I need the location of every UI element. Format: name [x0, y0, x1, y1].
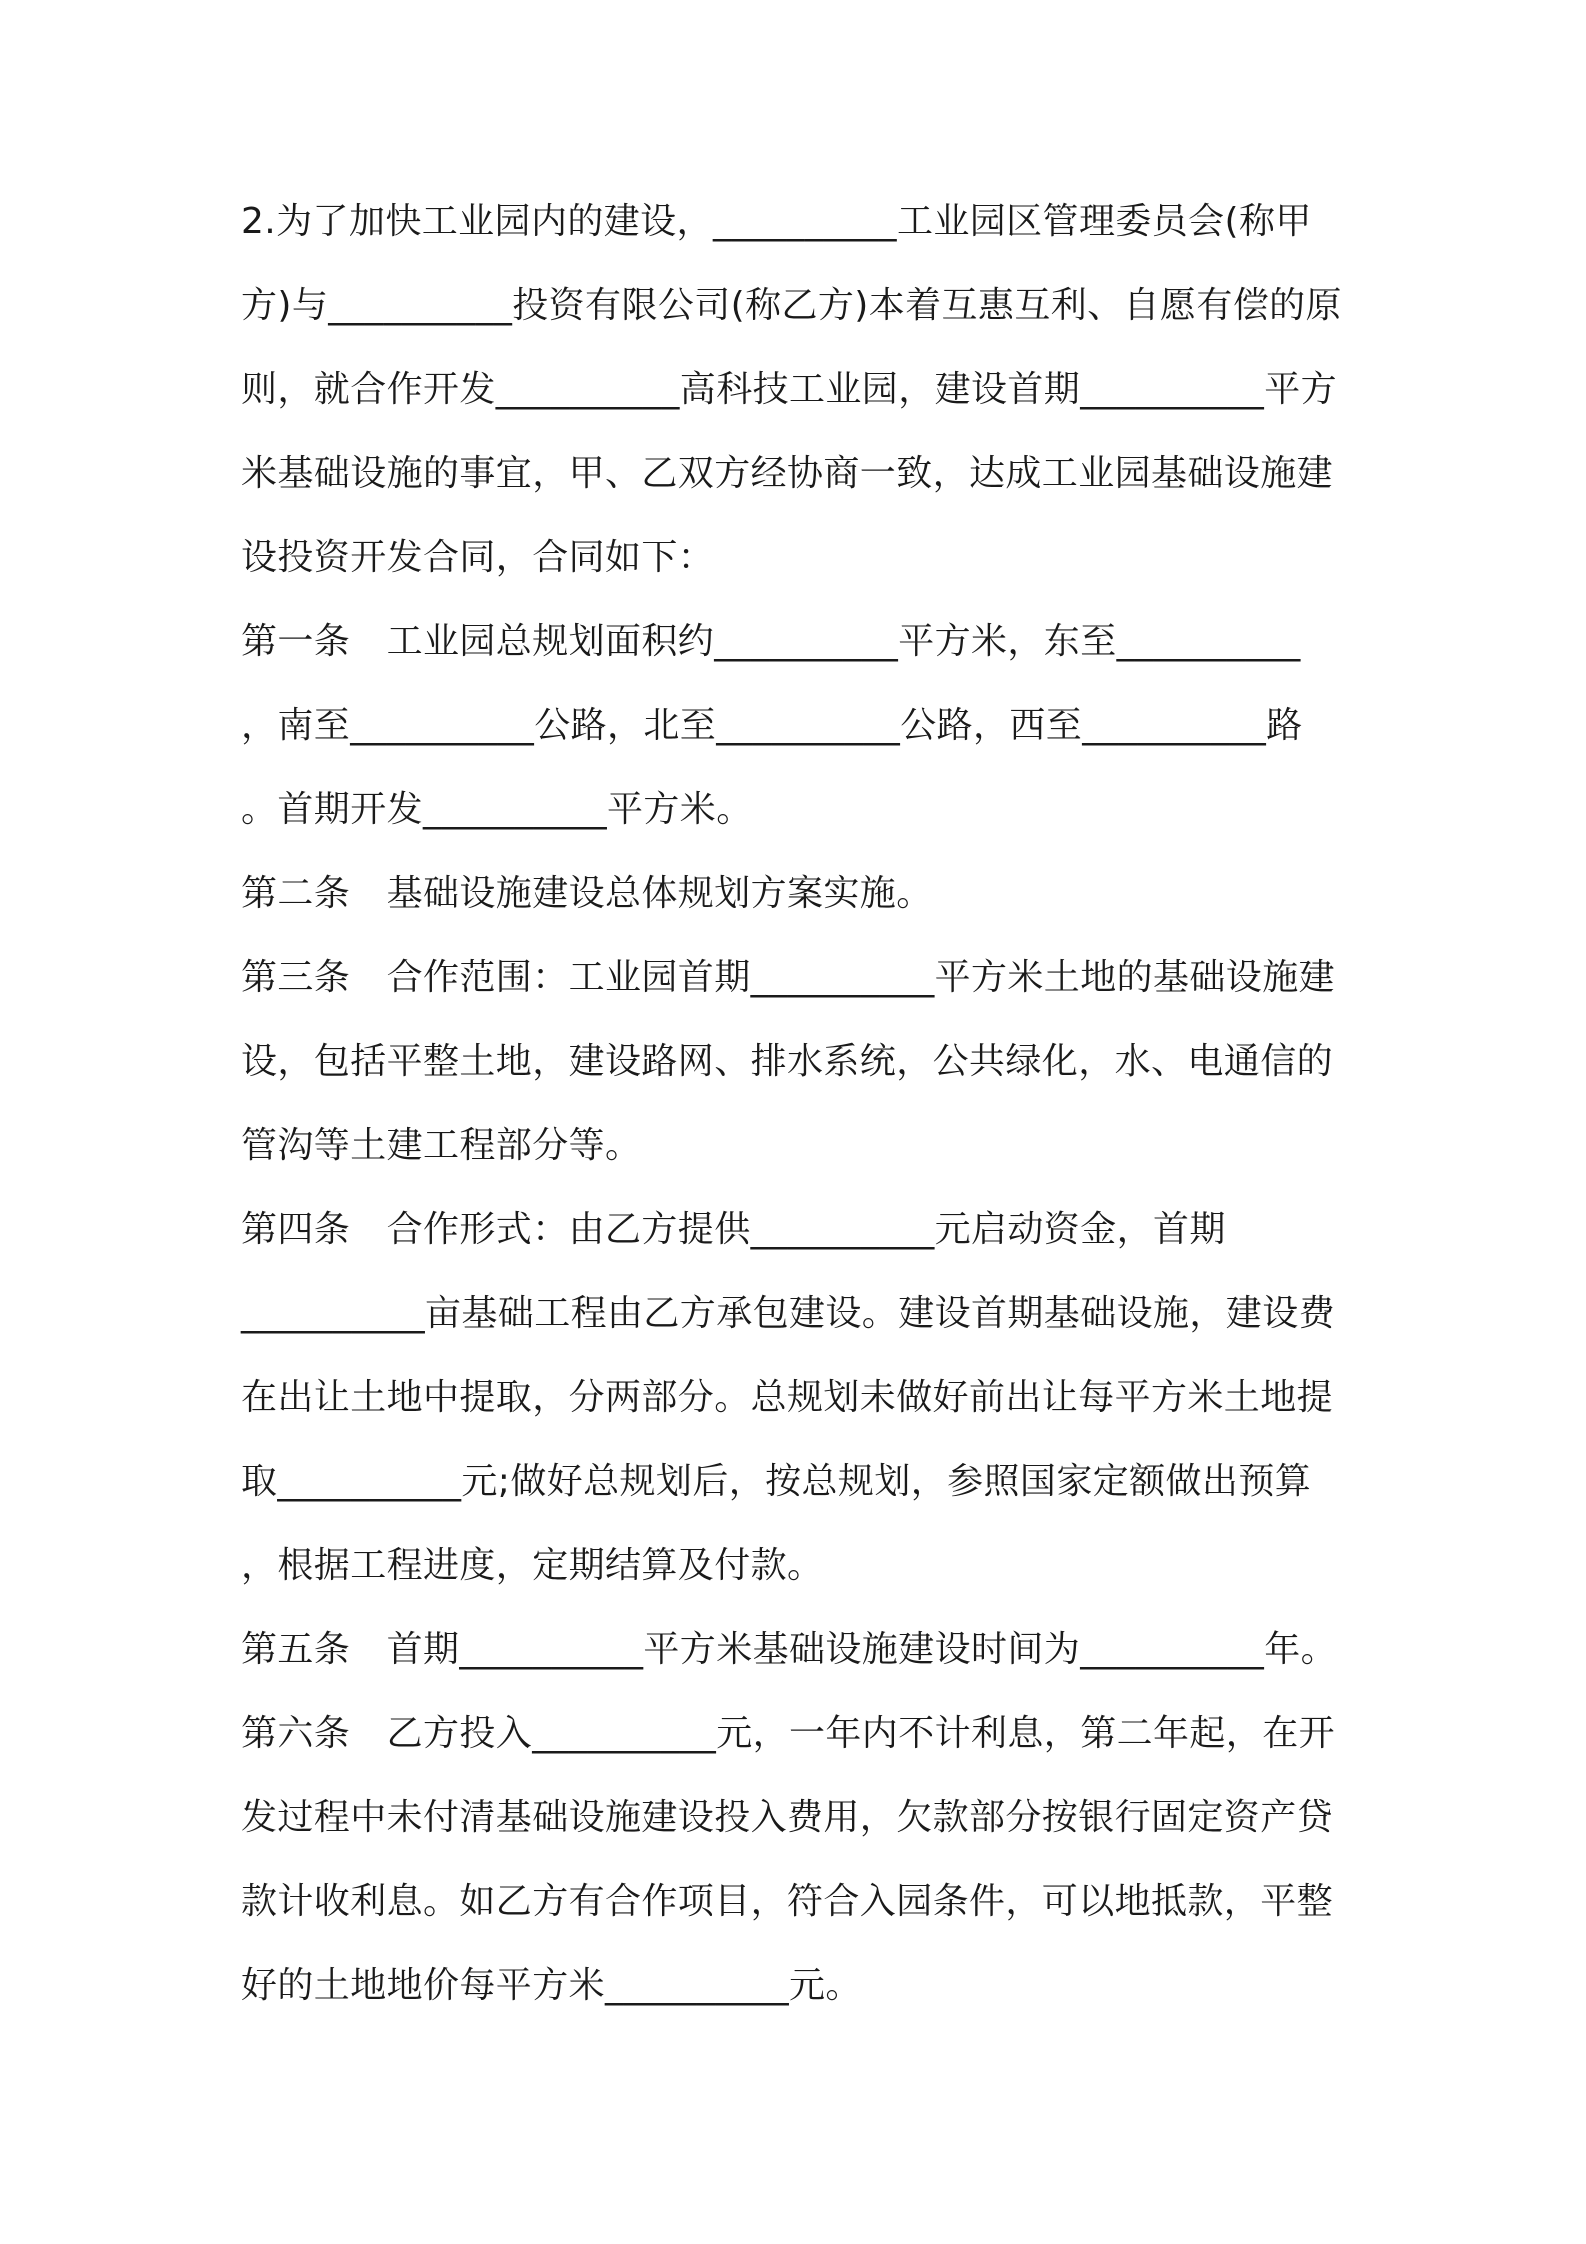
- text-line: 设投资开发合同，合同如下：: [241, 537, 715, 578]
- text-line: 在出让土地中提取，分两部分。总规划未做好前出让每平方米土地提: [241, 1377, 1334, 1418]
- text-line: ，根据工程进度，定期结算及付款。: [241, 1545, 824, 1586]
- text-line: 。首期开发__________平方米。: [241, 789, 753, 830]
- text-line: 管沟等土建工程部分等。: [241, 1125, 642, 1166]
- text-line: 则，就合作开发__________高科技工业园，建设首期__________平方: [241, 369, 1337, 410]
- text-line: 设，包括平整土地，建设路网、排水系统，公共绿化，水、电通信的: [241, 1041, 1334, 1082]
- article-1-line: 第一条 工业园总规划面积约__________平方米，东至__________: [241, 621, 1301, 662]
- text-line: __________亩基础工程由乙方承包建设。建设首期基础设施，建设费: [241, 1293, 1336, 1334]
- article-3-line: 第三条 合作范围：工业园首期__________平方米土地的基础设施建: [241, 957, 1336, 998]
- text-line: 2.为了加快工业园内的建设，__________工业园区管理委员会(称甲: [241, 201, 1312, 242]
- article-5-line: 第五条 首期__________平方米基础设施建设时间为__________年。: [241, 1629, 1337, 1670]
- article-4-line: 第四条 合作形式：由乙方提供__________元启动资金，首期: [241, 1209, 1226, 1250]
- text-line: 发过程中未付清基础设施建设投入费用，欠款部分按银行固定资产贷: [241, 1797, 1334, 1838]
- text-line: 取__________元;做好总规划后，按总规划，参照国家定额做出预算: [241, 1461, 1312, 1502]
- article-6-line: 第六条 乙方投入__________元，一年内不计利息，第二年起，在开: [241, 1713, 1336, 1754]
- text-line: 好的土地地价每平方米__________元。: [241, 1965, 862, 2006]
- article-2-line: 第二条 基础设施建设总体规划方案实施。: [241, 873, 933, 914]
- text-line: 方)与__________投资有限公司(称乙方)本着互惠互利、自愿有偿的原: [241, 285, 1342, 326]
- text-line: 米基础设施的事宜，甲、乙双方经协商一致，达成工业园基础设施建: [241, 453, 1334, 494]
- text-line: ，南至__________公路，北至__________公路，西至__________路: [241, 705, 1303, 746]
- text-line: 款计收利息。如乙方有合作项目，符合入园条件，可以地抵款，平整: [241, 1881, 1334, 1922]
